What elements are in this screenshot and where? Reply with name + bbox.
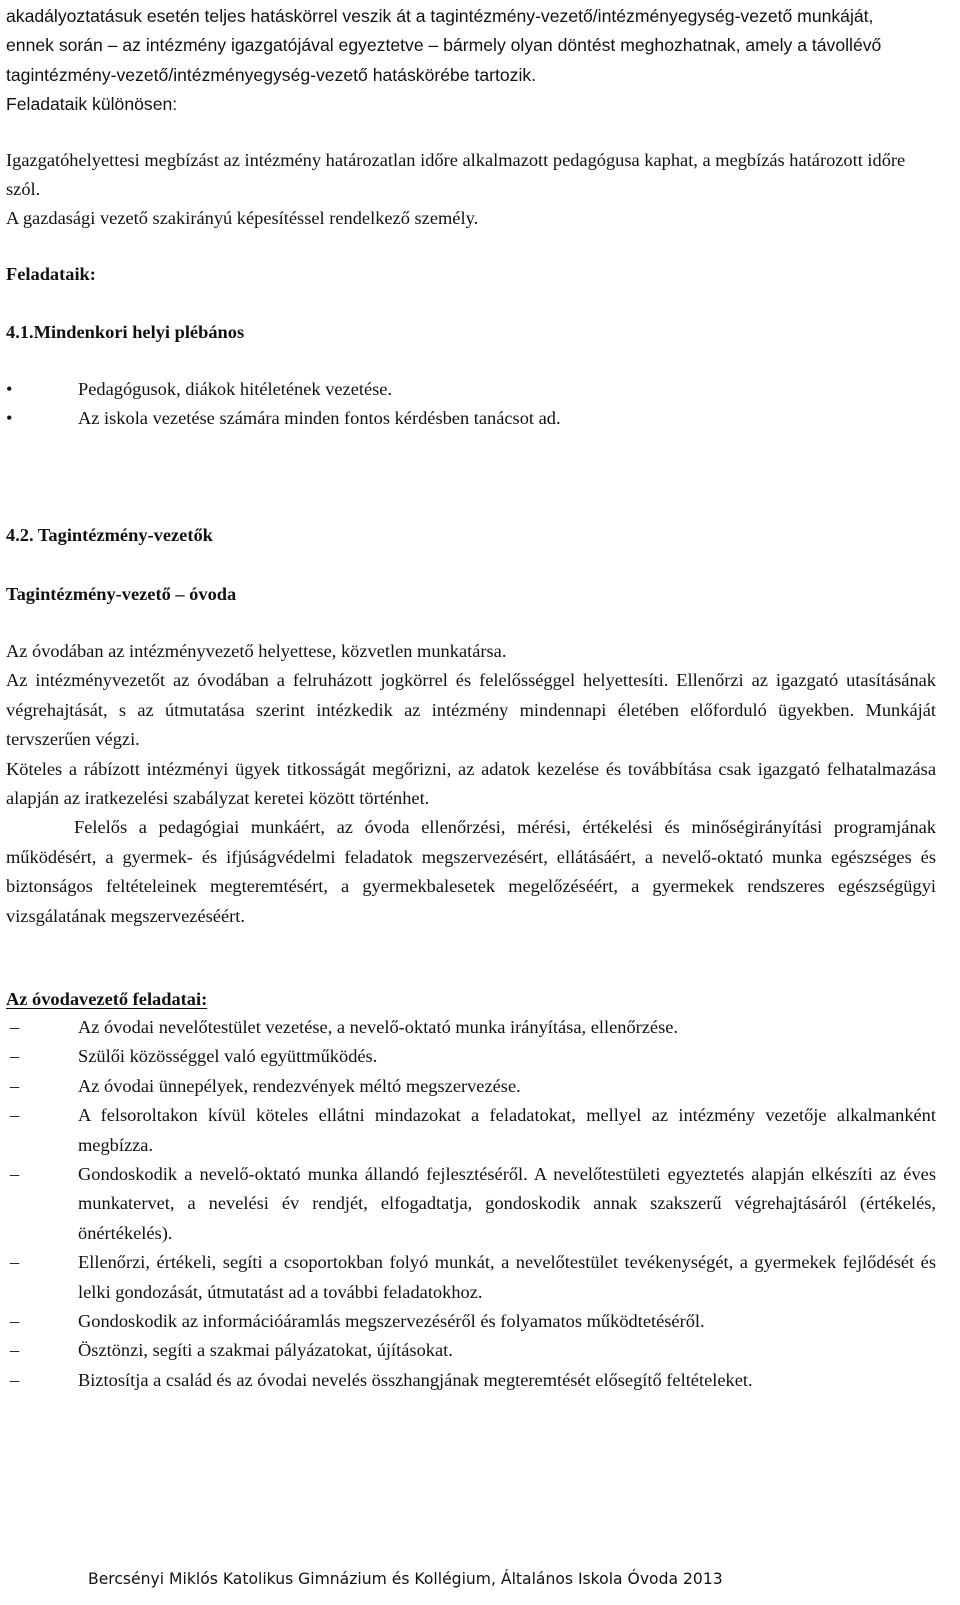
list-item: [6, 1042, 936, 1071]
list-item-text: Az óvodai ünnepélyek, rendezvények méltó megszervezése.: [78, 1075, 521, 1096]
list-item-text: A felsoroltakon kívül köteles ellátni mindazokat a feladatokat, mellyel az intézmény vezetője alkalmanként megbízza.: [78, 1105, 936, 1155]
dash-icon: –: [10, 1017, 20, 1037]
section-4-2-body: [6, 637, 936, 931]
list-item-text: Gondoskodik az információáramlás megszervezéséről és folyamatos működtetéséről.: [78, 1311, 705, 1332]
list-item: [6, 1072, 936, 1101]
list-item-text: Az óvodai nevelőtestület vezetése, a nevelő-oktató munka irányítása, ellenőrzése.: [78, 1017, 679, 1037]
dash-icon: –: [10, 1369, 20, 1390]
page-footer: Bercsényi Miklós Katolikus Gimnázium és Kollégium, Általános Iskola Óvoda 2013: [88, 1570, 723, 1588]
kindergarten-duties-list: [6, 1013, 936, 1395]
list-item-text: Biztosítja a család és az óvodai nevelés összhangjának megteremtését elősegítő feltételeket.: [78, 1369, 753, 1390]
section-4-1-list: [6, 375, 936, 434]
section-4-1-title: 4.1.Mindenkori helyi plébános: [6, 322, 245, 342]
duties-heading: Feladataik:: [6, 264, 96, 284]
dash-icon: –: [10, 1311, 20, 1332]
paragraph: Az intézményvezetőt az óvodában a felruházott jogkörrel és felelősséggel helyettesíti. Ellenőrzi az igazgató utasításának végrehajtását, s az útmutatása szerint intézkedik az intézmény mindennapi életében előforduló ügyekben. Munkáját tervszerűen végzi.: [6, 670, 936, 750]
kindergarten-duties-heading: Az óvodavezető feladatai:: [6, 989, 208, 1009]
dash-icon: –: [10, 1105, 20, 1126]
list-item-text: Ellenőrzi, értékeli, segíti a csoportokban folyó munkát, a nevelőtestület tevékenységét, a gyermekek fejlődését és lelki gondozását, útmutatást ad a további feladatokhoz.: [78, 1252, 936, 1302]
list-item-text: Ösztönzi, segíti a szakmai pályázatokat, újításokat.: [78, 1340, 453, 1361]
bullet-icon: •: [6, 408, 13, 429]
list-item: [6, 1101, 936, 1160]
list-item: [6, 404, 936, 433]
list-item: [6, 1013, 936, 1042]
deputy-paragraph: Igazgatóhelyettesi megbízást az intézmény határozatlan időre alkalmazott pedagógusa kaphat, a megbízás határozott időre szól.: [6, 150, 906, 200]
intro-paragraph: akadályoztatásuk esetén teljes hatáskörrel veszik át a tagintézmény-vezető/intézményegység-vezető munkáját, ennek során – az intézmény igazgatójával egyeztetve – bármely olyan döntést meghozhatnak, amely a távollévő tagintézmény-vezető/intézményegység-vezető hatáskörébe tartozik.: [6, 6, 882, 85]
paragraph: Az óvodában az intézményvezető helyettese, közvetlen munkatársa.: [6, 641, 507, 661]
list-item: [6, 1336, 936, 1365]
dash-icon: –: [10, 1340, 20, 1361]
bullet-icon: •: [6, 379, 13, 399]
list-item: [6, 375, 936, 404]
section-4-2-subtitle: Tagintézmény-vezető – óvoda: [6, 584, 237, 604]
dash-icon: –: [10, 1075, 20, 1096]
list-item-text: Gondoskodik a nevelő-oktató munka állandó fejlesztéséről. A nevelőtestületi egyeztetés alapján elkészíti az éves munkatervet, a nevelési év rendjét, elfogadtatja, gondoskodik annak szakszerű végrehajtásáról (értékelés, önértékelés).: [78, 1164, 936, 1243]
list-item: [6, 1307, 936, 1336]
list-item-text: Pedagógusok, diákok hitéletének vezetése.: [78, 379, 393, 399]
dash-icon: –: [10, 1046, 20, 1067]
dash-icon: –: [10, 1164, 20, 1185]
list-item-text: Szülői közösséggel való együttműködés.: [78, 1046, 378, 1067]
intro-block: [6, 2, 936, 120]
economic-leader-paragraph: A gazdasági vezető szakirányú képesítéssel rendelkező személy.: [6, 208, 479, 228]
intro-tasks-label: Feladataik különösen:: [6, 94, 178, 115]
list-item: [6, 1366, 936, 1395]
dash-icon: –: [10, 1252, 20, 1273]
paragraph: Köteles a rábízott intézményi ügyek titkosságát megőrizni, az adatok kezelése és továbbítása csak igazgató felhatalmazása alapján az iratkezelési szabályzat keretei között történhet.: [6, 758, 936, 809]
list-item: [6, 1248, 936, 1307]
responsibility-paragraph: Felelős a pedagógiai munkáért, az óvoda ellenőrzési, mérési, értékelési és minőségirányítási programjának működésért, a gyermek- és ifjúságvédelmi feladatok megszervezésért, ellátásáért, a nevelő-oktató munka egészséges és biztonságos feltételeinek megteremtésért, a gyermekbalesetek megelőzéséért, a gyermekek rendszeres egészségügyi vizsgálatának megszervezéséért.: [6, 817, 936, 926]
list-item-text: Az iskola vezetése számára minden fontos kérdésben tanácsot ad.: [78, 408, 561, 429]
section-4-2-title: 4.2. Tagintézmény-vezetők: [6, 525, 213, 545]
list-item: [6, 1160, 936, 1248]
